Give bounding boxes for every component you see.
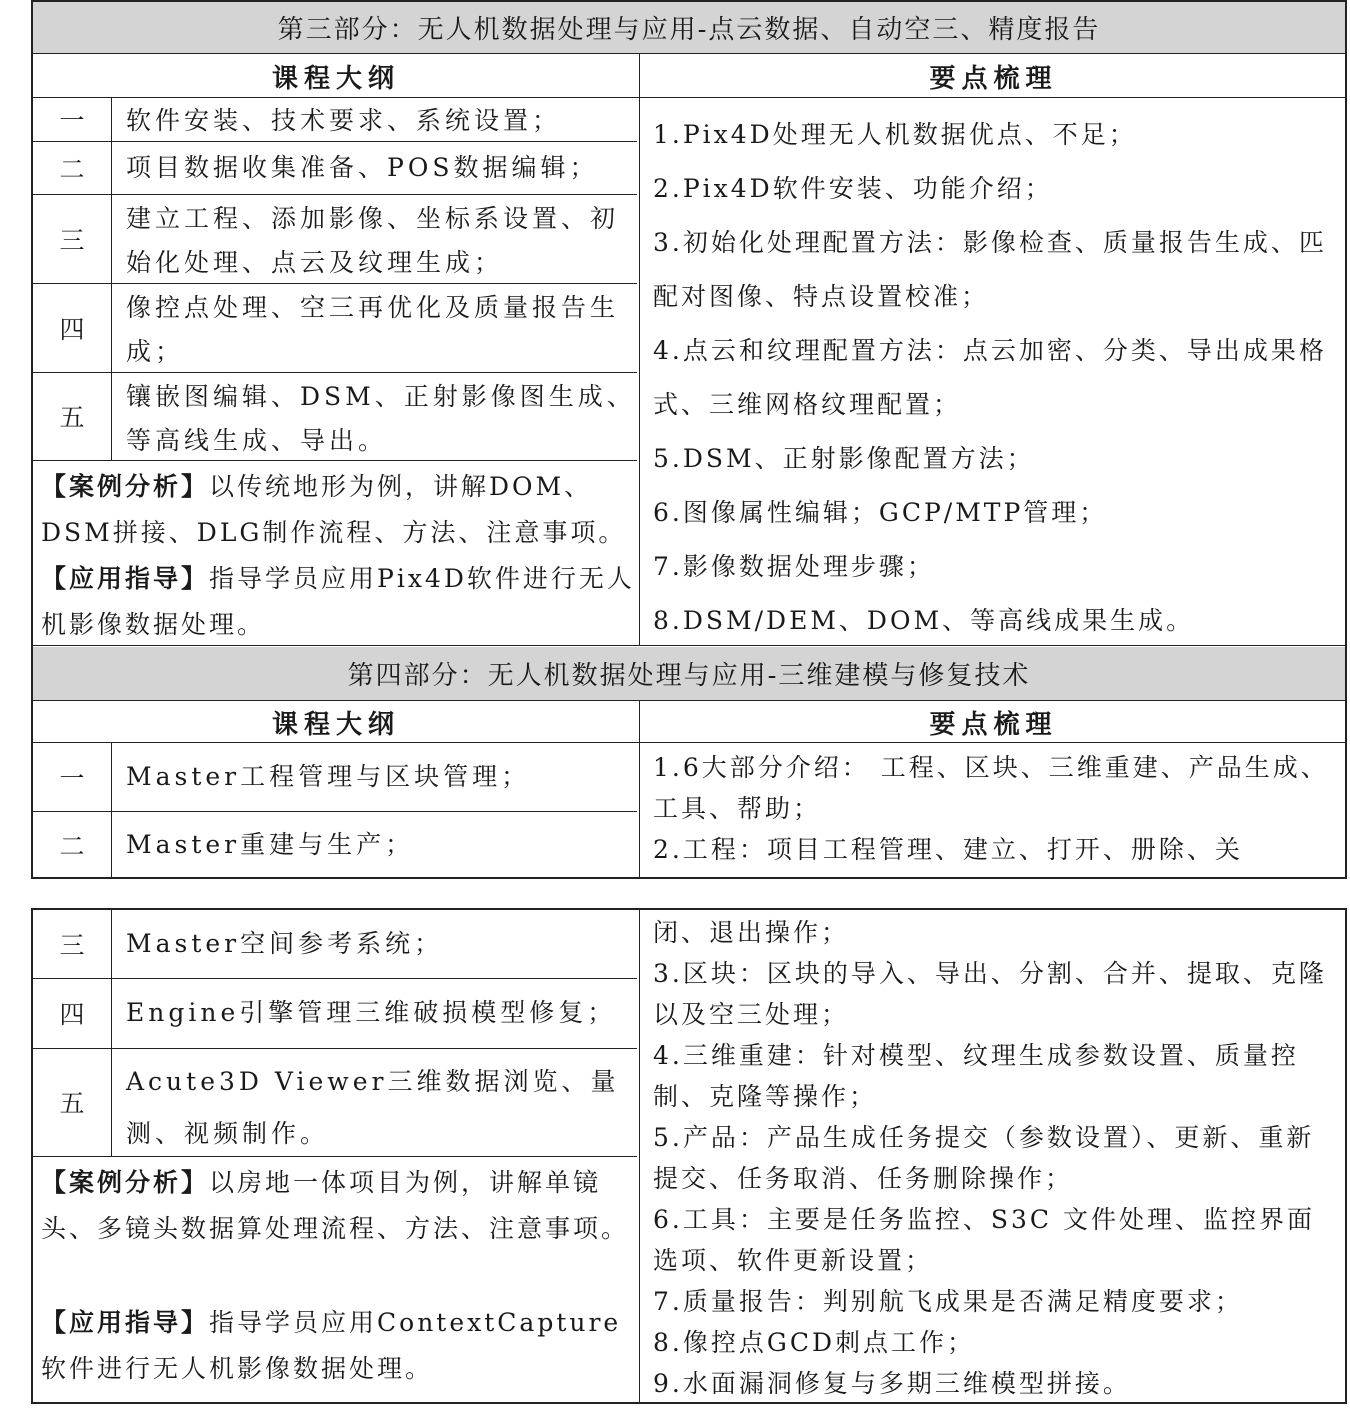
row-divider (33, 141, 637, 142)
row-divider (33, 460, 637, 461)
row-number: 四 (59, 1000, 85, 1029)
point-item: 7.影像数据处理步骤； (653, 552, 935, 581)
column-divider (639, 53, 640, 645)
outline-item: Acute3D Viewer三维数据浏览、量测、视频制作。 (126, 1067, 620, 1148)
row-divider (33, 1048, 637, 1049)
point-item: 1.6大部分介绍： 工程、区块、三维重建、产品生成、工具、帮助； (653, 753, 1329, 823)
key-points-part4-b (653, 912, 1333, 1404)
point-item: 闭、退出操作； (653, 918, 850, 947)
divider (33, 645, 1345, 646)
row-number: 一 (59, 106, 85, 135)
guide-text: 指导学员应用Pix4D软件进行无人机影像数据处理。 (41, 564, 635, 639)
row-number: 一 (59, 763, 85, 793)
table-page-1 (31, 0, 1347, 879)
divider (33, 700, 1345, 701)
outline-item: 镶嵌图编辑、DSM、正射影像图生成、等高线生成、导出。 (126, 382, 636, 455)
case-text: 以传统地形为例，讲解DOM、DSM拼接、DLG制作流程、方法、注意事项。 (41, 472, 627, 547)
row-number: 五 (59, 1089, 85, 1118)
row-divider (33, 194, 637, 195)
section-title-part4: 第四部分：无人机数据处理与应用-三维建模与修复技术 (33, 647, 1345, 700)
outline-item: Master工程管理与区块管理； (126, 761, 531, 791)
point-item: 3.区块：区块的导入、导出、分割、合并、提取、克隆以及空三处理； (653, 959, 1327, 1029)
divider (33, 97, 1345, 98)
point-item: 1.Pix4D处理无人机数据优点、不足； (653, 120, 1137, 149)
outline-item: 建立工程、添加影像、坐标系设置、初始化处理、点云及纹理生成； (126, 204, 620, 277)
point-item: 2.工程：项目工程管理、建立、打开、册除、关 (653, 835, 1243, 864)
case-analysis-note (41, 464, 636, 556)
column-header-outline: 课程大纲 (271, 709, 400, 740)
point-item: 6.工具：主要是任务监控、S3C 文件处理、监控界面选项、软件更新设置； (653, 1205, 1315, 1275)
column-header-outline: 课程大纲 (271, 63, 400, 94)
point-item: 2.Pix4D软件安装、功能介绍； (653, 174, 1053, 203)
application-guide-note (41, 556, 636, 648)
row-number: 三 (59, 931, 85, 960)
row-number: 二 (59, 832, 85, 861)
row-number: 三 (59, 225, 85, 255)
number-column-divider (111, 910, 112, 1156)
point-item: 9.水面漏洞修复与多期三维模型拼接。 (653, 1369, 1131, 1398)
point-item: 5.DSM、正射影像配置方法； (653, 444, 1035, 473)
column-divider (639, 700, 640, 879)
outline-item: Master空间参考系统； (126, 929, 444, 958)
point-item: 8.DSM/DEM、DOM、等高线成果生成。 (653, 606, 1195, 635)
column-header-points: 要点梳理 (929, 63, 1058, 94)
point-item: 4.点云和纹理配置方法：点云加密、分类、导出成果格式、三维网格纹理配置； (653, 336, 1327, 419)
point-item: 5.产品：产品生成任务提交（参数设置）、更新、重新提交、任务取消、任务删除操作； (653, 1123, 1315, 1193)
point-item: 4.三维重建：针对模型、纹理生成参数设置、质量控制、克隆等操作； (653, 1041, 1299, 1111)
outline-item: 软件安装、技术要求、系统设置； (126, 106, 562, 135)
outline-item: 项目数据收集准备、POS数据编辑； (126, 153, 599, 182)
key-points-part3 (653, 108, 1333, 648)
column-divider (639, 910, 640, 1404)
row-divider (33, 1156, 637, 1157)
application-guide-note (41, 1300, 636, 1392)
outline-item: Master重建与生产； (126, 830, 415, 859)
guide-label: 【应用指导】 (41, 1308, 210, 1337)
number-column-divider (111, 97, 112, 460)
point-item: 7.质量报告：判别航飞成果是否满足精度要求； (653, 1287, 1243, 1316)
row-divider (33, 372, 637, 373)
point-item: 6.图像属性编辑；GCP/MTP管理； (653, 498, 1108, 527)
row-number: 四 (59, 314, 85, 344)
guide-text: 指导学员应用ContextCapture软件进行无人机影像数据处理。 (41, 1308, 622, 1383)
section-title-part3: 第三部分：无人机数据处理与应用-点云数据、自动空三、精度报告 (33, 2, 1345, 53)
column-header-points: 要点梳理 (929, 709, 1058, 740)
outline-item: Engine引擎管理三维破损模型修复； (126, 998, 617, 1027)
case-label: 【案例分析】 (41, 1168, 210, 1197)
key-points-part4-a (653, 747, 1333, 870)
row-number: 二 (59, 154, 85, 184)
case-text: 以房地一体项目为例，讲解单镜头、多镜头数据算处理流程、方法、注意事项。 (41, 1168, 630, 1243)
table-page-2 (31, 908, 1347, 1404)
point-item: 3.初始化处理配置方法：影像检查、质量报告生成、匹配对图像、特点设置校准； (653, 228, 1327, 311)
case-analysis-note (41, 1160, 636, 1252)
outline-item: 像控点处理、空三再优化及质量报告生成； (126, 293, 620, 366)
point-item: 8.像控点GCD刺点工作； (653, 1328, 975, 1357)
guide-label: 【应用指导】 (41, 564, 210, 593)
divider (33, 53, 1345, 54)
case-label: 【案例分析】 (41, 472, 210, 501)
row-number: 五 (59, 403, 85, 432)
row-divider (33, 283, 637, 284)
